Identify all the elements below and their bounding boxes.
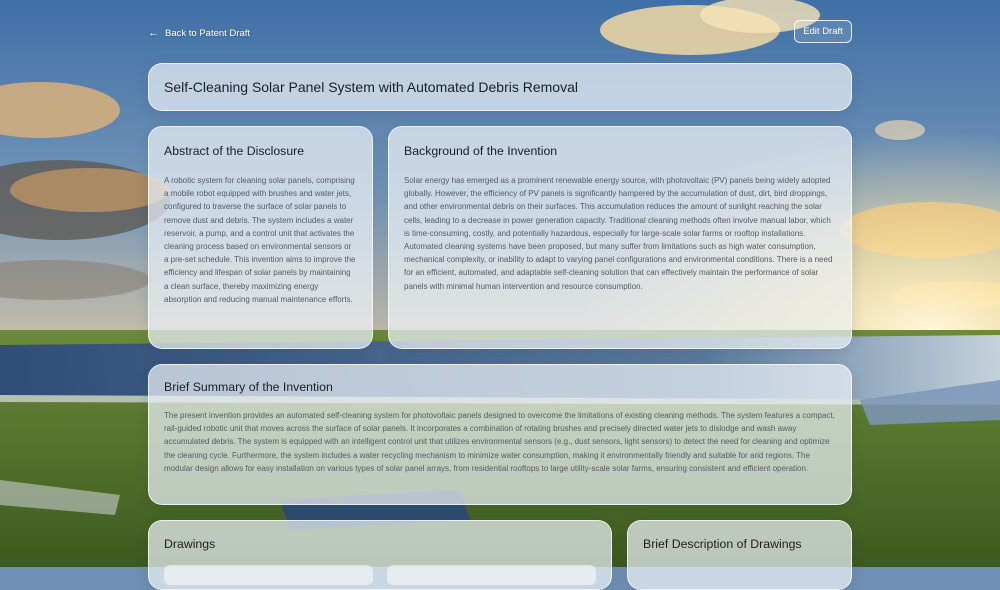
brief-description-heading: Brief Description of Drawings — [643, 537, 802, 551]
drawings-heading: Drawings — [164, 537, 216, 551]
drawings-thumbnails — [164, 565, 596, 585]
summary-body: The present invention provides an automated self-cleaning system for photovoltaic panels designed to overcome the limitations of existing cleaning methods. The system features a compact, rail-guided robotic unit that moves across the surface of solar panels. It incorporates a combination of rotating brushes and precisely directed water jets to dislodge and wash away accumulated debris. The system is equipped with an intelligent control unit that utilizes environmental sensors (e.g., dust sensors, light sensors) to detect the need for cleaning and optimize the cleaning cycle. Furthermore, the system includes a water recycling mechanism to minimize water consumption, making it environmentally friendly and suitable for arid regions. The modular design allows for easy installation on various types of solar panel arrays, from residential rooftops to large utility-scale solar farms, ensuring consistent and efficient operation. — [164, 411, 835, 473]
edit-draft-button[interactable]: Edit Draft — [794, 20, 852, 43]
page-title: Self-Cleaning Solar Panel System with Automated Debris Removal — [164, 79, 578, 95]
back-link-label: Back to Patent Draft — [165, 27, 251, 39]
abstract-body: A robotic system for cleaning solar panels, comprising a mobile robot equipped with brushes and water jets, configured to traverse the surface of solar panels to remove dust and debris. The system includes a water reservoir, a pump, and a control unit that activates the cleaning process based on environmental sensors or a pre-set schedule. This invention aims to improve the efficiency and lifespan of solar panels by maintaining a clean surface, thereby maximizing energy absorption and reducing manual maintenance efforts. — [164, 176, 356, 304]
drawing-thumbnail[interactable] — [164, 565, 373, 585]
summary-heading: Brief Summary of the Invention — [164, 380, 333, 394]
background-heading: Background of the Invention — [404, 144, 558, 158]
title-card — [148, 63, 852, 111]
abstract-heading: Abstract of the Disclosure — [164, 144, 305, 158]
brief-description-card — [627, 520, 852, 590]
summary-card — [148, 364, 852, 505]
background-body: Solar energy has emerged as a prominent renewable energy source, with photovoltaic (PV) panels being widely adopted globally. However, the efficiency of PV panels is significantly hampered by the accumulation of dust, dirt, bird droppings, and other environmental debris on their surfaces. This accumulation reduces the amount of sunlight reaching the solar cells, leading to a decrease in power generation capacity. Traditional cleaning methods often involve manual labor, which is time-consuming, costly, and potentially hazardous, especially for large-scale solar farms or rooftop installations. Automated cleaning systems have been proposed, but many suffer from limitations such as high water consumption, mechanical complexity, or inability to adapt to varying panel configurations and environmental conditions. There is a need for an efficient, automated, and adaptable self-cleaning solution that can effectively maintain the performance of solar panels with minimal human intervention and resource consumption. — [404, 176, 833, 291]
arrow-left-icon: ← — [148, 26, 159, 39]
abstract-card — [148, 126, 373, 349]
drawings-card — [148, 520, 612, 590]
background-card — [388, 126, 852, 349]
drawing-thumbnail[interactable] — [387, 565, 596, 585]
back-to-patent-draft-link[interactable] — [148, 26, 250, 40]
